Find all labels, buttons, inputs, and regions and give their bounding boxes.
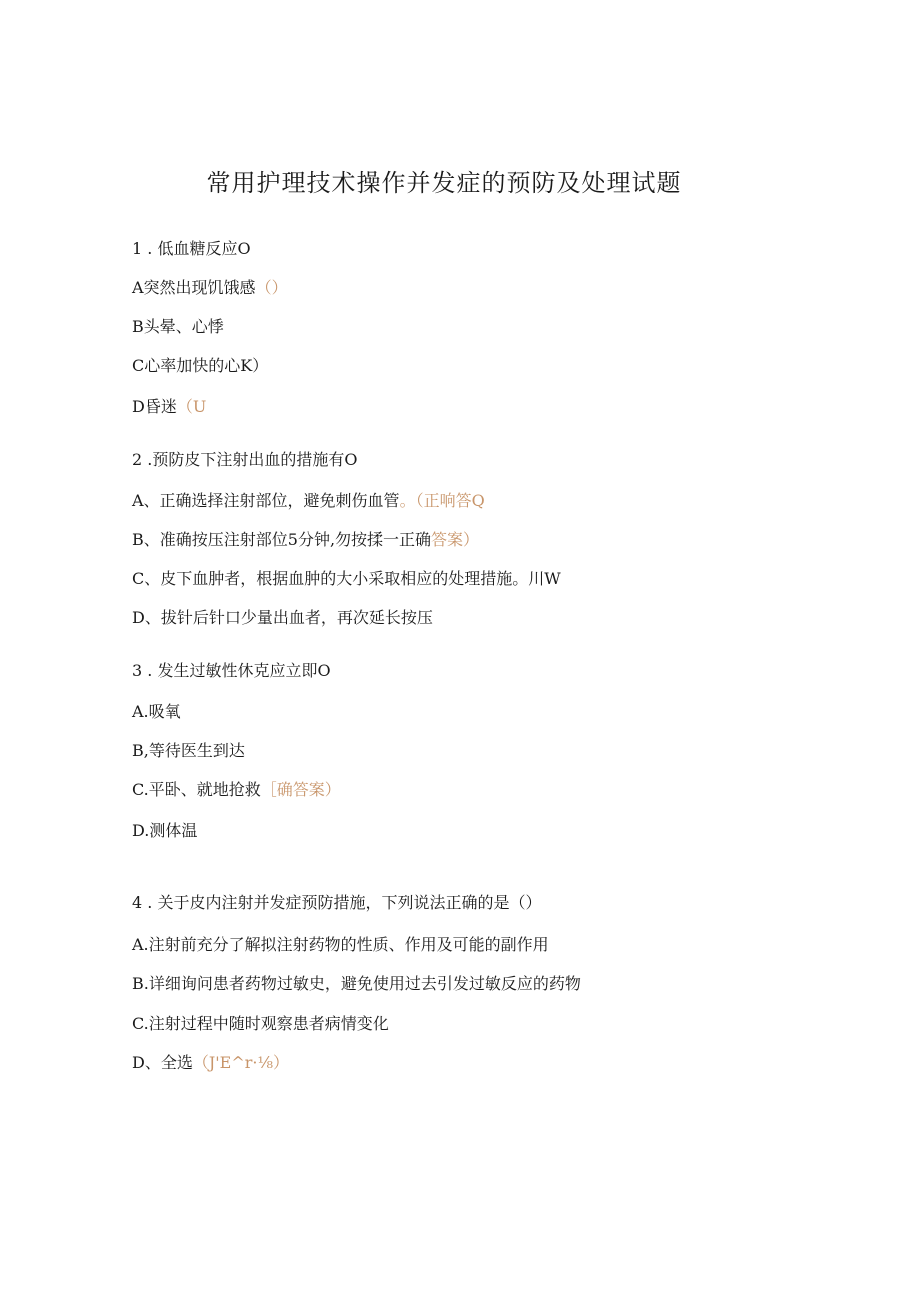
question-3-option-a	[132, 701, 181, 723]
option-text: B.详细询问患者药物过敏史，避免使用过去引发过敏反应的药物	[132, 974, 581, 993]
question-3-option-c	[132, 779, 341, 801]
option-text: D、全选	[132, 1053, 193, 1072]
question-3-option-d	[132, 820, 197, 842]
option-text: C.注射过程中随时观察患者病情变化	[132, 1014, 389, 1033]
question-2-option-a	[132, 490, 485, 512]
question-1-option-b	[132, 316, 224, 338]
question-2-option-d	[132, 607, 433, 629]
question-4-option-a	[132, 934, 549, 956]
answer-mark: 答案）	[431, 530, 480, 549]
answer-mark: ［确答案）	[260, 780, 341, 799]
question-4-option-d	[132, 1052, 289, 1074]
question-2-stem: 2 .预防皮下注射出血的措施有O	[132, 450, 358, 469]
option-text: D、拔针后针口少量出血者，再次延长按压	[132, 608, 433, 627]
page-title: 常用护理技术操作并发症的预防及处理试题	[206, 169, 682, 197]
question-1-option-a	[132, 277, 288, 299]
answer-mark: （U	[176, 397, 207, 416]
option-text: B,等待医生到达	[132, 741, 245, 760]
option-text: C心率加快的心K）	[132, 356, 269, 375]
question-1-option-d	[132, 396, 206, 418]
option-text: D昏迷	[132, 397, 177, 416]
question-3-option-b	[132, 740, 245, 762]
question-1-stem: 1 . 低血糖反应O	[132, 239, 251, 258]
option-text: C.平卧、就地抢救	[132, 780, 261, 799]
option-text: B头晕、心悸	[132, 317, 224, 336]
option-text: A、正确选择注射部位，避免刺伤血管	[132, 491, 400, 510]
question-2-option-c	[132, 568, 561, 590]
question-3-stem: 3 . 发生过敏性休克应立即O	[132, 661, 331, 680]
answer-mark: 。（正响答Q	[399, 491, 485, 510]
option-text: A.注射前充分了解拟注射药物的性质、作用及可能的副作用	[132, 935, 549, 954]
question-1-option-c	[132, 355, 268, 377]
option-text: A突然出现饥饿感	[132, 278, 256, 297]
answer-mark: （J'E^r·⅛）	[192, 1053, 289, 1072]
option-text: A.吸氧	[132, 702, 181, 721]
question-4-stem: 4 . 关于皮内注射并发症预防措施，下列说法正确的是（）	[132, 893, 542, 912]
question-4-option-c	[132, 1013, 389, 1035]
answer-mark: （）	[255, 278, 288, 297]
option-text: D.测体温	[132, 821, 198, 840]
question-2-option-b	[132, 529, 479, 551]
option-text: C、皮下血肿者，根据血肿的大小采取相应的处理措施。川W	[132, 569, 561, 588]
question-4-option-b	[132, 973, 581, 995]
option-text: B、准确按压注射部位5分钟,勿按揉一正确	[132, 530, 432, 549]
